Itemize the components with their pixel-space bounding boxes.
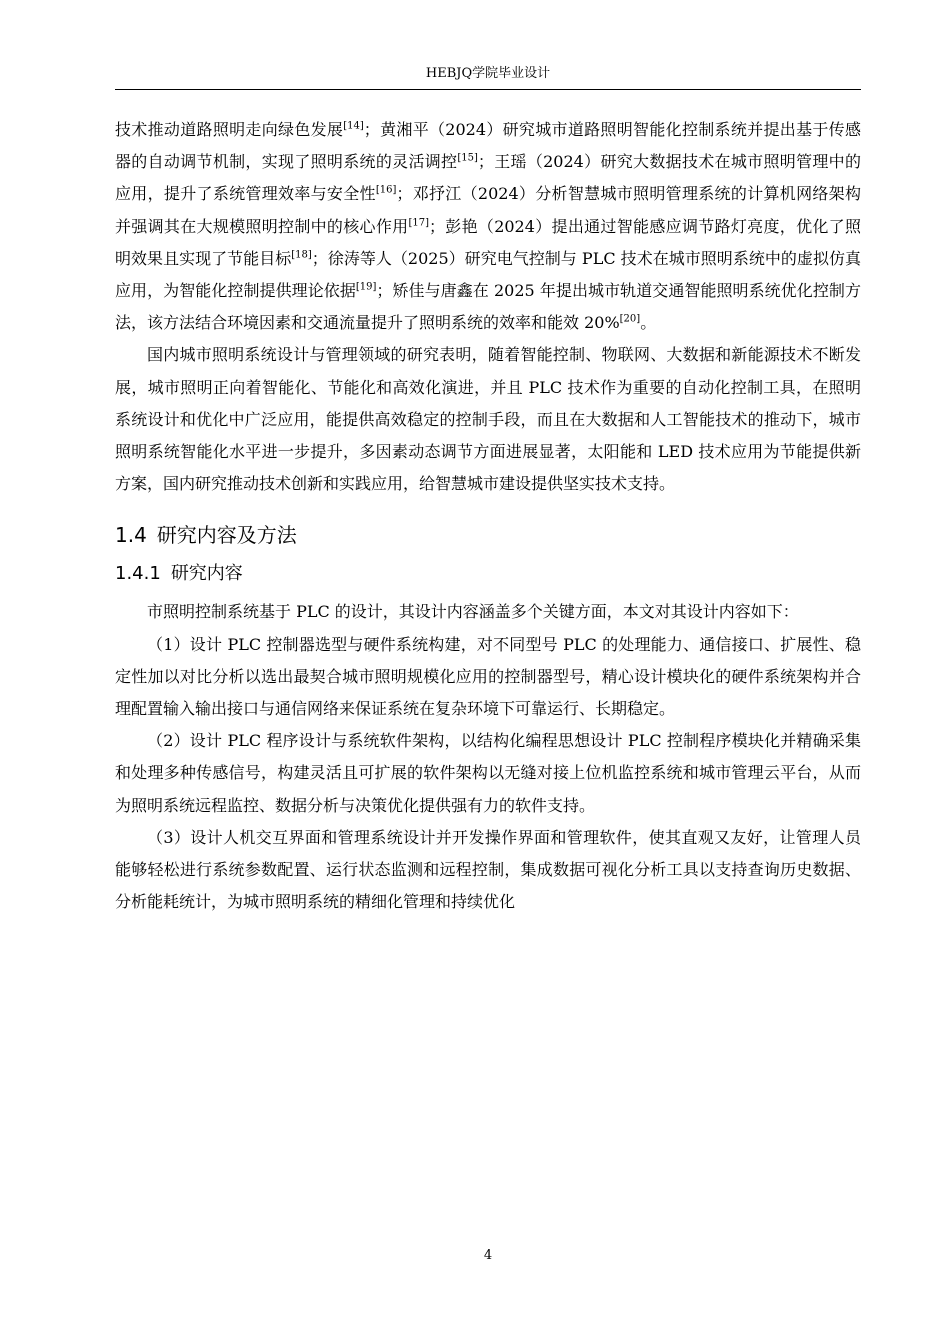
- page-body: [115, 114, 861, 918]
- text-run: ；彭艳（2024）提出通过智能感应调节路灯亮度，优化了照明效果且实现了节能目标: [115, 216, 861, 268]
- citation-ref: [20]: [619, 313, 641, 325]
- text-run: 。: [640, 313, 657, 333]
- paragraph-literature-review: [115, 114, 861, 339]
- citation-ref: [19]: [355, 281, 377, 293]
- text-run: ；邓抒江（2024）分析智慧城市照明管理系统的计算机网络架构并强调其在大规模照明控制中的核心作用: [115, 184, 861, 236]
- list-item-2: （2）设计 PLC 程序设计与系统软件架构，以结构化编程思想设计 PLC 控制程序模块化并精确采集和处理多种传感信号，构建灵活且可扩展的软件架构以无缝对接上位机监控系统和城市管理云平台，从而为照明系统远程监控、数据分析与决策优化提供强有力的软件支持。: [115, 731, 861, 815]
- citation-ref: [17]: [408, 217, 429, 229]
- text-run: 技术推动道路照明走向绿色发展: [115, 120, 344, 139]
- list-item-1: （1）设计 PLC 控制器选型与硬件系统构建，对不同型号 PLC 的处理能力、通信接口、扩展性、稳定性加以对比分析以选出最契合城市照明规模化应用的控制器型号，精心设计模块化的硬件系统架构并合理配置输入输出接口与通信网络来保证系统在复杂环境下可靠运行、长期稳定。: [115, 634, 861, 719]
- section-heading: [115, 520, 861, 550]
- citation-ref: [16]: [375, 185, 397, 197]
- text-run: ；黄湘平（2024）研究城市道路照明智能化控制系统并提出基于传感器的自动调节机制，实现了照明系统的灵活调控: [115, 120, 861, 172]
- list-item-3: （3）设计人机交互界面和管理系统设计并开发操作界面和管理软件，使其直观又友好，让管理人员能够轻松进行系统参数配置、运行状态监测和远程控制，集成数据可视化分析工具以支持查询历史数据、分析能耗统计，为城市照明系统的精细化管理和持续优化: [115, 827, 861, 912]
- page-header: HEBJQ学院毕业设计: [425, 66, 551, 81]
- subsection-number: 1.4.1: [115, 563, 161, 585]
- subsection-heading: [115, 560, 861, 588]
- subsection-title: 研究内容: [170, 563, 243, 585]
- text-run: ；矫佳与唐鑫在 2025 年提出城市轨道交通智能照明系统优化控制方法，该方法结合环境因素和交通流量提升了照明系统的效率和能效 20%: [115, 281, 861, 333]
- header-divider: [115, 89, 861, 90]
- citation-ref: [18]: [291, 249, 312, 261]
- citation-ref: [15]: [457, 152, 478, 164]
- page-number: 4: [483, 1248, 493, 1263]
- section-title: 研究内容及方法: [156, 523, 297, 548]
- section-number: 1.4: [115, 523, 147, 548]
- paragraph-summary: 国内城市照明系统设计与管理领域的研究表明，随着智能控制、物联网、大数据和新能源技术不断发展，城市照明正向着智能化、节能化和高效化演进，并且 PLC 技术作为重要的自动化控制工具，在照明系统设计和优化中广泛应用，能提供高效稳定的控制手段，而且在大数据和人工智能技术的推动下，城市照明系统智能化水平进一步提升，多因素动态调节方面进展显著，太阳能和 LED 技术应用为节能提供新方案，国内研究推动技术创新和实践应用，给智慧城市建设提供坚实技术支持。: [115, 345, 861, 494]
- text-run: ；王瑶（2024）研究大数据技术在城市照明管理中的应用，提升了系统管理效率与安全性: [115, 152, 861, 204]
- text-run: ；徐涛等人（2025）研究电气控制与 PLC 技术在城市照明系统中的虚拟仿真应用，为智能化控制提供理论依据: [115, 248, 861, 301]
- paragraph-intro: 市照明控制系统基于 PLC 的设计，其设计内容涵盖多个关键方面，本文对其设计内容如下：: [147, 602, 799, 622]
- citation-ref: [14]: [343, 120, 364, 132]
